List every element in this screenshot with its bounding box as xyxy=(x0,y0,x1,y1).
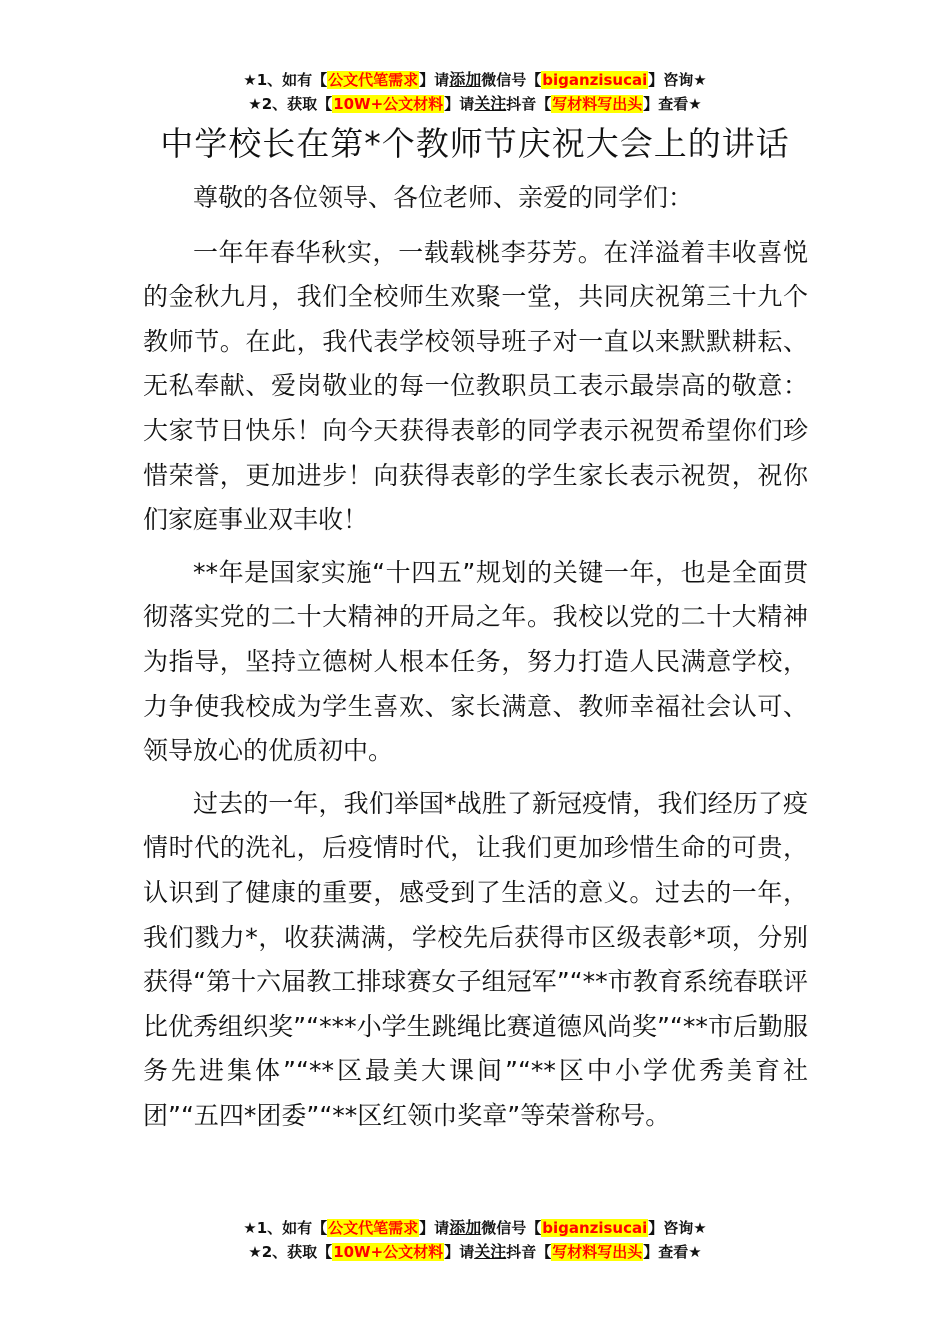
banner-text: 】咨询★ xyxy=(648,1219,707,1237)
highlight-text: 公文代笔需求 xyxy=(328,1219,419,1237)
greeting: 尊敬的各位领导、各位老师、亲爱的同学们： xyxy=(193,183,694,212)
banner-line-1 xyxy=(0,1216,950,1240)
banner-text: 】请 xyxy=(419,1219,450,1237)
banner-text: ★1、如有【 xyxy=(243,71,328,89)
underlined-text: 关注 xyxy=(474,1242,507,1261)
highlight-text: biganzisucai xyxy=(542,1219,648,1237)
banner-text: 抖音【 xyxy=(506,1243,552,1261)
underlined-text: 关注 xyxy=(474,94,507,113)
document-body xyxy=(143,176,808,1146)
paragraph: 一年年春华秋实，一载载桃李芬芳。在洋溢着丰收喜悦的金秋九月，我们全校师生欢聚一堂，共同庆祝第三十九个教师节。在此，我代表学校领导班子对一直以来默默耕耘、无私奉献、爱岗敬业的每一位教职员工表示最崇高的敬意：大家节日快乐！向今天获得表彰的同学表示祝贺希望你们珍惜荣誉，更加进步！向获得表彰的学生家长表示祝贺，祝你们家庭事业双丰收！ xyxy=(143,237,808,535)
highlight-text: biganzisucai xyxy=(542,71,648,89)
banner-text: 微信号【 xyxy=(481,71,542,89)
highlight-text: 公文代笔需求 xyxy=(328,71,419,89)
underlined-text: 添加 xyxy=(449,70,482,89)
highlight-text: 写材料写出头 xyxy=(552,95,643,113)
banner-text: 】请 xyxy=(419,71,450,89)
banner-text: ★1、如有【 xyxy=(243,1219,328,1237)
highlight-text: 写材料写出头 xyxy=(552,1243,643,1261)
highlight-text: 10W+公文材料 xyxy=(333,1243,444,1261)
banner-text: 】查看★ xyxy=(643,1243,702,1261)
banner-text: ★2、获取【 xyxy=(248,95,333,113)
banner-text: 】请 xyxy=(444,95,475,113)
banner-text: ★2、获取【 xyxy=(248,1243,333,1261)
banner-text: 】请 xyxy=(444,1243,475,1261)
paragraph: 过去的一年，我们举国*战胜了新冠疫情，我们经历了疫情时代的洗礼，后疫情时代，让我们更加珍惜生命的可贵，认识到了健康的重要，感受到了生活的意义。过去的一年，我们戮力*，收获满满，学校先后获得市区级表彰*项，分别获得“第十六届教工排球赛女子组冠军”“**市教育系统春联评比优秀组织奖”“***小学生跳绳比赛道德风尚奖”“**市后勤服务先进集体”“**区最美大课间”“**区中小学优秀美育社团”“五四*团委”“**区红领巾奖章”等荣誉称号。 xyxy=(143,788,808,1130)
banner-text: 微信号【 xyxy=(481,1219,542,1237)
banner-line-2 xyxy=(0,92,950,116)
banner-line-2 xyxy=(0,1240,950,1264)
banner-line-1 xyxy=(0,68,950,92)
footer-banner xyxy=(0,1216,950,1264)
highlight-text: 10W+公文材料 xyxy=(333,95,444,113)
banner-text: 】咨询★ xyxy=(648,71,707,89)
paragraph: **年是国家实施“十四五”规划的关键一年，也是全面贯彻落实党的二十大精神的开局之年。我校以党的二十大精神为指导，坚持立德树人根本任务，努力打造人民满意学校，力争使我校成为学生喜欢、家长满意、教师幸福社会认可、领导放心的优质初中。 xyxy=(143,557,808,766)
header-banner xyxy=(0,68,950,116)
underlined-text: 添加 xyxy=(449,1218,482,1237)
document-title: 中学校长在第*个教师节庆祝大会上的讲话 xyxy=(160,124,790,163)
banner-text: 抖音【 xyxy=(506,95,552,113)
banner-text: 】查看★ xyxy=(643,95,702,113)
